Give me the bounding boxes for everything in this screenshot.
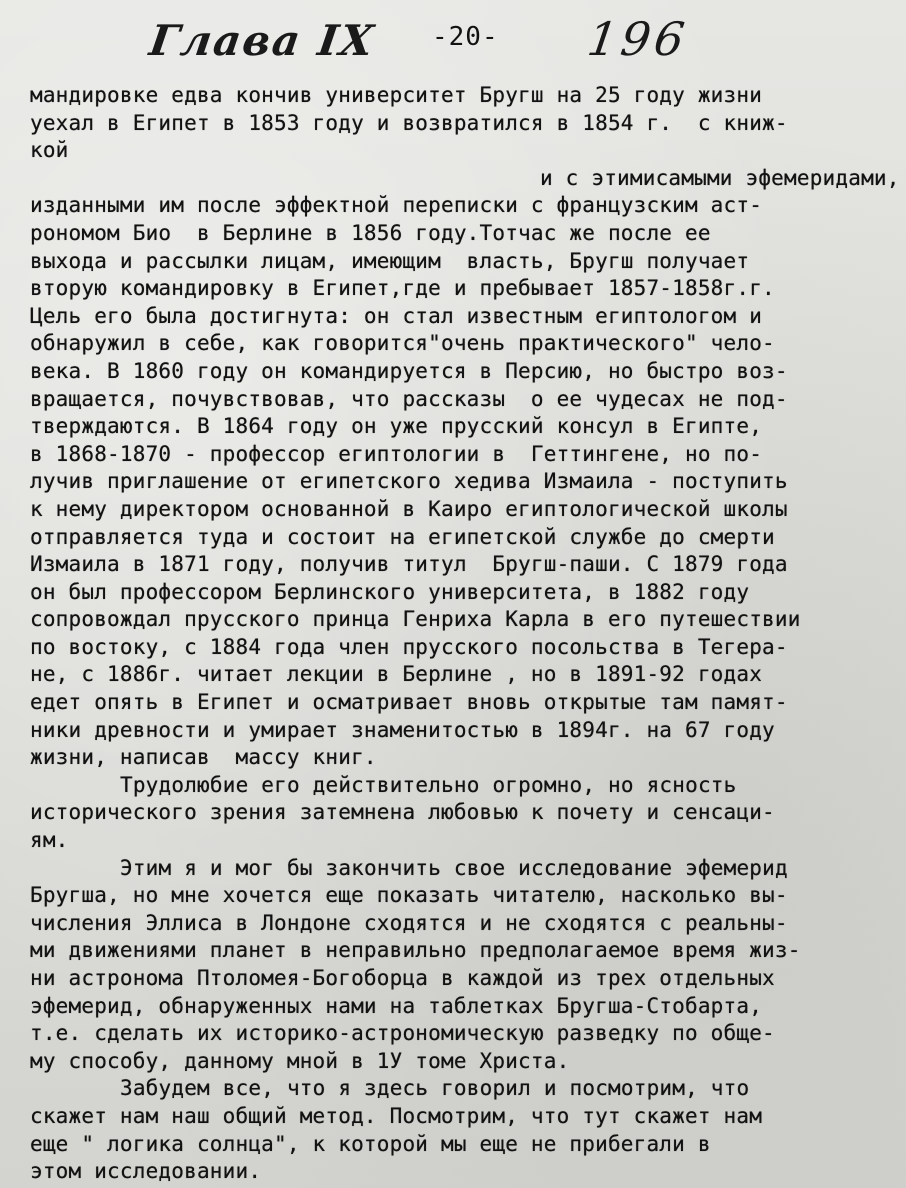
text-line: кой xyxy=(30,138,69,163)
text-line: по востоку, с 1884 года член прусского посольства в Тегера- xyxy=(30,634,788,659)
text-line: скажет нам наш общий метод. Посмотрим, что тут скажет нам xyxy=(30,1103,763,1128)
text-line: он был профессором Берлинского университета, в 1882 году xyxy=(30,579,750,604)
text-line: не, с 1886г. читает лекции в Берлине , но в 1891-92 годах xyxy=(30,662,763,687)
handwritten-page-number: 196 xyxy=(584,12,692,66)
text-line: ни астронома Птоломея-Богоборца в каждой из трех отдельных xyxy=(30,966,775,990)
text-line: мандировке едва кончив университет Бругш на 25 году жизни xyxy=(30,83,763,107)
text-line: ники древности и умирает знаменитостью в 1894г. на 67 году xyxy=(30,717,775,742)
text-line: Трудолюбие его действительно огромно, но ясность xyxy=(120,772,737,797)
text-line: числения Эллиса в Лондоне сходятся и не сходятся с реальны- xyxy=(30,910,788,935)
text-line: обнаружил в себе, как говорится"очень практического" чело- xyxy=(30,331,775,356)
typed-page-number: -20- xyxy=(432,22,499,52)
text-line: лучив приглашение от египетского хедива Измаила - поступить xyxy=(30,469,788,494)
text-line: к нему директором основанной в Каиро египтологической школы xyxy=(30,496,788,521)
handwritten-chapter-title: Глава IX xyxy=(146,16,379,65)
text-line: изданными им после эффектной переписки с французским аст- xyxy=(30,193,763,218)
text-line: отправляется туда и состоит на египетской службе до смерти xyxy=(30,524,775,549)
text-line: ям. xyxy=(30,828,69,853)
text-line: едет опять в Египет и осматривает вновь открытые там памят- xyxy=(30,690,788,715)
text-line: в 1868-1870 - профессор египтологии в Геттингене, но по- xyxy=(30,441,763,466)
text-line: Бругша, но мне хочется еще показать читателю, насколько вы- xyxy=(30,883,788,908)
text-line: исторического зрения затемнена любовью к почету и сенсаци- xyxy=(30,800,775,825)
text-line: уехал в Египет в 1853 году и возвратился в 1854 г. с книж- xyxy=(30,110,788,135)
text-line: эфемерид, обнаруженных нами на таблетках Бругша-Стобарта, xyxy=(30,993,763,1018)
text-line: еще " логика солнца", к которой мы еще не прибегали в xyxy=(30,1131,711,1156)
text-line: выхода и рассылки лицам, имеющим власть, Бругш получает xyxy=(30,248,750,273)
text-line: Забудем все, что я здесь говорил и посмотрим, что xyxy=(120,1076,750,1101)
body-text xyxy=(30,82,900,1186)
text-line: этом исследовании. xyxy=(30,1159,262,1184)
text-line: тверждаются. В 1864 году он уже прусский консул в Египте, xyxy=(30,414,763,439)
text-line: вторую командировку в Египет,где и пребывает 1857-1858г.г. xyxy=(30,276,775,301)
page-header xyxy=(0,8,906,78)
text-line: века. В 1860 году он командируется в Персию, но быстро воз- xyxy=(30,358,788,383)
text-line: жизни, написав массу книг. xyxy=(30,745,377,770)
text-line: Этим я и мог бы закончить свое исследование эфемерид xyxy=(120,855,788,880)
text-line: му способу, данному мной в 1У томе Христа. xyxy=(30,1048,570,1073)
text-line: сопровождал прусского принца Генриха Карла в его путешествии xyxy=(30,607,801,632)
text-line: рономом Био в Берлине в 1856 году.Тотчас же после ее xyxy=(30,220,711,245)
text-line: ми движениями планет в неправильно предполагаемое время жиз- xyxy=(30,938,801,963)
text-line: Измаила в 1871 году, получив титул Бругш-паши. С 1879 года xyxy=(30,552,788,577)
text-line: т.е. сделать их историко-астрономическую разведку по обще- xyxy=(30,1021,775,1046)
text-line: Цель его была достигнута: он стал известным египтологом и xyxy=(30,303,763,328)
text-line: вращается, почувствовав, что рассказы о ее чудесах не под- xyxy=(30,386,788,411)
text-line: и с этимисамыми эфемеридами, xyxy=(540,165,900,190)
